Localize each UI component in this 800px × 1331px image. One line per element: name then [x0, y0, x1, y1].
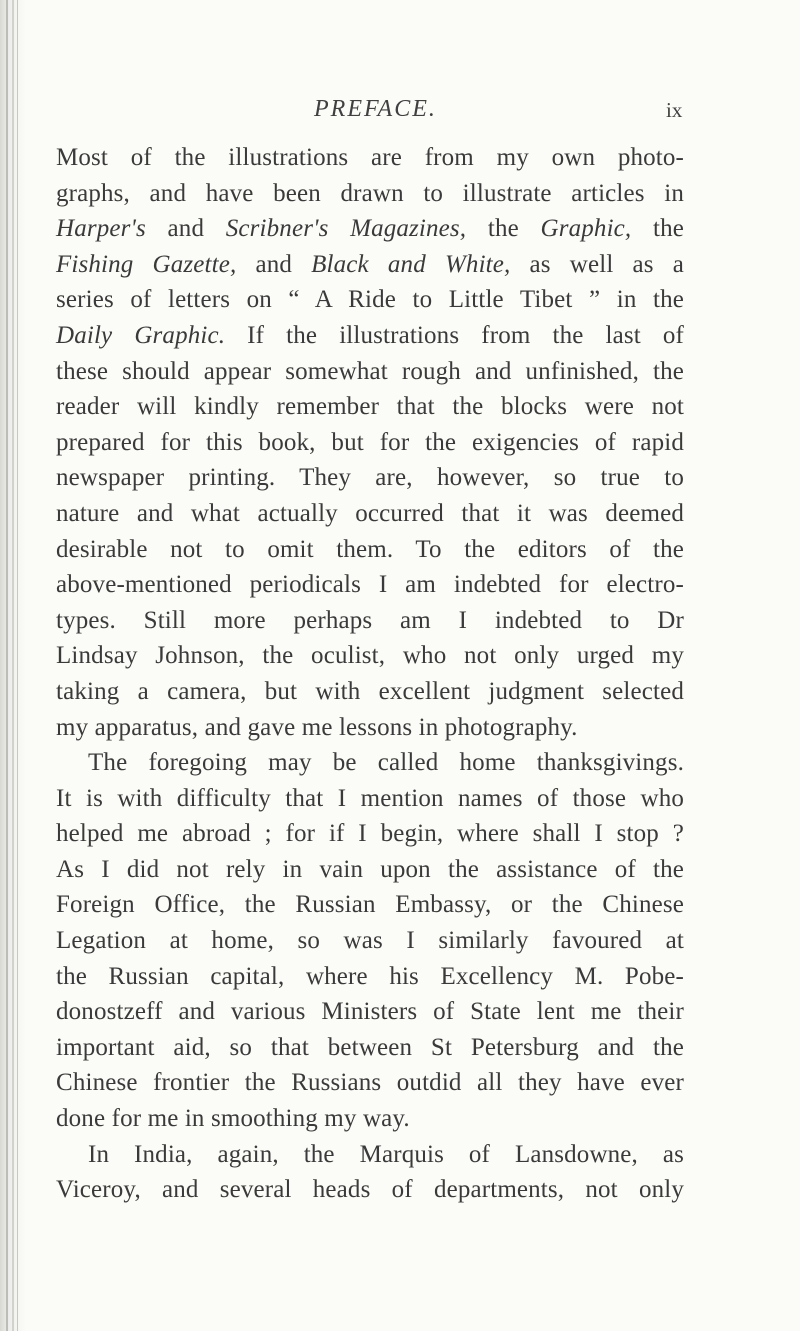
- italic-title: Scribner's Magazines,: [225, 215, 467, 243]
- page-number: ix: [666, 98, 683, 122]
- italic-title: Harper's: [56, 215, 146, 243]
- text-line: donostzeff and various Ministers of State lent me their: [56, 998, 684, 1026]
- text-line: helped me abroad ; for if I begin, where shall I stop ?: [56, 820, 684, 848]
- text-line: Foreign Office, the Russian Embassy, or the Chinese: [56, 891, 684, 919]
- text-line: important aid, so that between St Petersburg and the: [56, 1033, 684, 1061]
- running-head: [0, 96, 800, 126]
- text-line: In India, again, the Marquis of Lansdowne, as: [88, 1140, 684, 1168]
- text-line: these should appear somewhat rough and unfinished, the: [56, 357, 684, 385]
- binding-edge-line: [17, 0, 18, 1331]
- text-line: the Russian capital, where his Excellency M. Pobe-: [56, 962, 684, 990]
- italic-title: Daily Graphic.: [56, 321, 226, 349]
- text-line: Viceroy, and several heads of departments, not only: [56, 1176, 684, 1204]
- text-line: nature and what actually occurred that it was deemed: [56, 499, 684, 527]
- text-line: taking a camera, but with excellent judgment selected: [56, 677, 684, 705]
- text-line: newspaper printing. They are, however, so true to: [56, 464, 684, 492]
- text-line: desirable not to omit them. To the editors of the: [56, 535, 684, 563]
- text-line: series of letters on “ A Ride to Little Tibet ” in the: [56, 286, 684, 314]
- italic-title: Black and White,: [311, 250, 511, 278]
- running-title: PREFACE.: [314, 96, 437, 122]
- text-line: done for me in smoothing my way.: [56, 1105, 410, 1133]
- binding-edge-line: [6, 0, 8, 1331]
- text-line: Harper's and Scribner's Magazines, the Graphic, the: [56, 215, 684, 243]
- text-line: Most of the illustrations are from my own photo-: [56, 144, 684, 171]
- text-line: Daily Graphic. If the illustrations from the last of: [56, 321, 684, 349]
- text-line: types. Still more perhaps am I indebted to Dr: [56, 606, 684, 634]
- text-line: my apparatus, and gave me lessons in photography.: [56, 713, 578, 741]
- text-line: prepared for this book, but for the exigencies of rapid: [56, 428, 684, 456]
- text-line: The foregoing may be called home thanksgivings.: [88, 749, 684, 777]
- text-line: Fishing Gazette, and Black and White, as well as a: [56, 250, 684, 278]
- italic-title: Graphic,: [540, 215, 632, 243]
- text-line: It is with difficulty that I mention names of those who: [56, 784, 684, 812]
- binding-edge-line: [12, 0, 14, 1331]
- text-line: reader will kindly remember that the blocks were not: [56, 393, 684, 421]
- text-line: As I did not rely in vain upon the assistance of the: [56, 855, 684, 883]
- text-line: graphs, and have been drawn to illustrate articles in: [56, 179, 684, 207]
- italic-title: Fishing Gazette,: [56, 250, 237, 278]
- text-line: Lindsay Johnson, the oculist, who not only urged my: [56, 642, 684, 670]
- text-line: Chinese frontier the Russians outdid all they have ever: [56, 1069, 684, 1097]
- text-line: Legation at home, so was I similarly favoured at: [56, 927, 684, 955]
- text-line: above-mentioned periodicals I am indebted for electro-: [56, 571, 684, 599]
- preface-text-body: [56, 140, 684, 1208]
